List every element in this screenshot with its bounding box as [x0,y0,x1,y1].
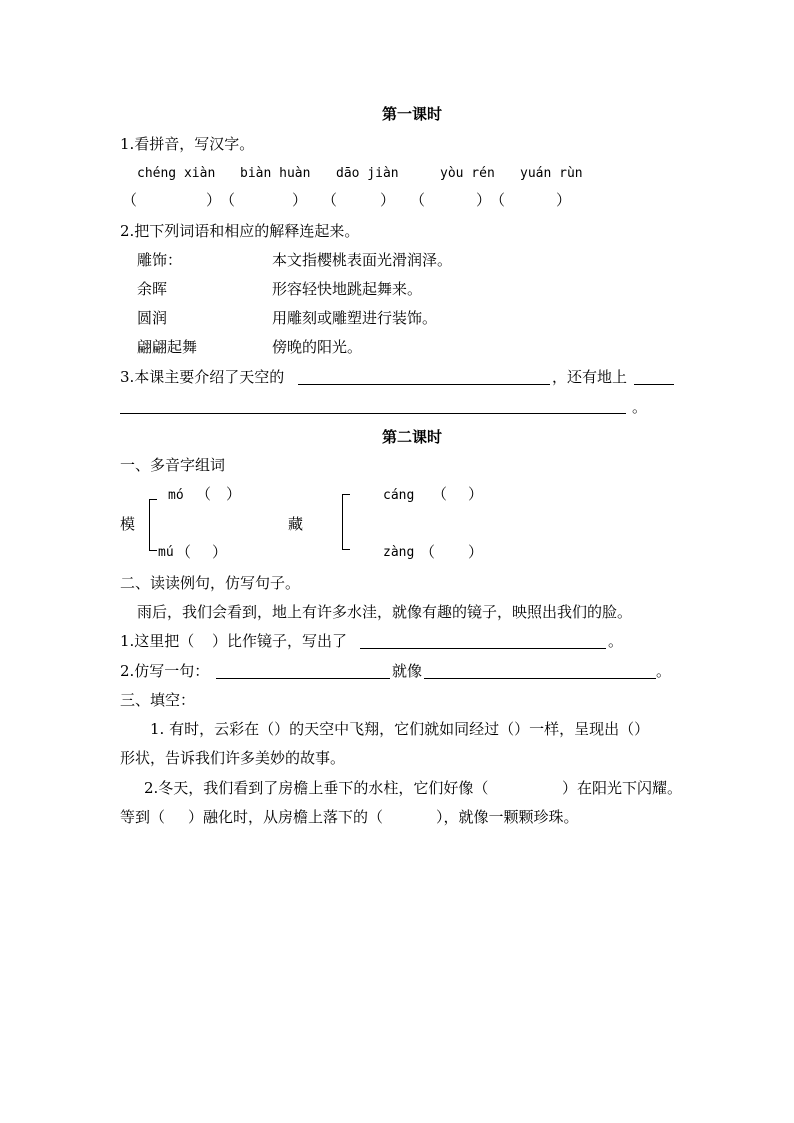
q3-prefix: 3.本课主要介绍了天空的 [120,368,285,386]
pinyin-3: dāo jiàn [336,166,399,181]
polyphone-char-cang: 藏 [288,515,304,533]
answer-paren-close-4: ） [476,191,492,209]
s3-p2-line1-b: ）在阳光下闪耀。 [562,779,683,797]
q3-blank-1[interactable] [298,384,550,385]
answer-paren-open-2: （ [220,191,236,209]
meaning-1: 本文指樱桃表面光滑润泽。 [272,251,453,269]
meaning-3: 用雕刻或雕塑进行装饰。 [272,309,438,327]
q2-heading: 2.把下列词语和相应的解释连起来。 [120,222,360,240]
lesson1-title: 第一课时 [382,105,443,123]
meaning-4: 傍晚的阳光。 [272,338,363,356]
q3-end: 。 [632,398,648,416]
s3-p2-line2-b: ）融化时，从房檐上落下的（ [188,808,384,826]
s3-heading: 三、填空： [120,691,196,709]
paren-close-cang-top: ） [468,485,484,503]
s2-q2-blank-1[interactable] [216,678,390,679]
pinyin-2: biàn huàn [240,166,311,181]
s1-heading: 一、多音字组词 [120,456,226,474]
s2-q1-end: 。 [608,632,624,650]
q3-blank-3[interactable] [120,413,626,414]
answer-paren-close-3: ） [380,191,396,209]
pinyin-mo-top: mó [168,488,184,503]
pinyin-cang-top: cáng [383,488,415,503]
s2-q2-b: 就像 [392,662,423,680]
s2-q1-blank[interactable] [360,648,606,649]
paren-open-cang-top: （ [432,485,448,503]
answer-paren-open-3: （ [322,191,338,209]
s2-q2-a: 2.仿写一句： [120,662,210,680]
s2-q2-blank-2[interactable] [424,678,656,679]
s3-p2-line1-a: 2.冬天，我们看到了房檐上垂下的水柱，它们好像（ [144,779,489,797]
s3-p2-line2-a: 等到（ [120,808,166,826]
s2-q1-b: ）比作镜子，写出了 [212,632,348,650]
pinyin-4: yòu rén [440,166,495,181]
brace-mo [149,499,157,551]
s2-q1-a: 1.这里把（ [120,632,195,650]
paren-close-cang-bottom: ） [468,543,484,561]
polyphone-char-mo: 模 [120,515,136,533]
q3-blank-2[interactable] [634,384,674,385]
paren-open-mo-top: （ [196,485,212,503]
paren-open-cang-bottom: （ [420,543,436,561]
q3-middle: ，还有地上 [552,368,628,386]
pinyin-mo-bottom: mú [158,545,174,560]
s2-q2-end: 。 [656,662,672,680]
s3-p1-line1: 1. 有时，云彩在（）的天空中飞翔，它们就如同经过（）一样，呈现出（） [150,720,650,738]
pinyin-cang-bottom: zàng [383,545,415,560]
answer-paren-close-5: ） [556,191,572,209]
pinyin-1: chéng xiàn [137,166,216,181]
s3-p1-line2: 形状，告诉我们许多美妙的故事。 [120,749,346,767]
paren-close-mo-bottom: ） [212,543,228,561]
answer-paren-close-2: ） [292,191,308,209]
answer-paren-open-1: （ [122,191,138,209]
answer-paren-open-5: （ [490,191,506,209]
answer-paren-open-4: （ [410,191,426,209]
pinyin-5: yuán rùn [520,166,583,181]
brace-cang [342,494,350,550]
word-1: 雕饰： [137,251,183,269]
s3-p2-line2-c: ），就像一颗颗珍珠。 [436,808,579,826]
answer-paren-close-1: ） [206,191,222,209]
s2-example: 雨后，我们会看到，地上有许多水洼，就像有趣的镜子，映照出我们的脸。 [137,603,633,621]
word-2: 余晖 [137,280,168,298]
paren-close-mo-top: ） [226,485,242,503]
paren-open-mo-bottom: （ [176,543,192,561]
lesson2-title: 第二课时 [382,428,443,446]
word-4: 翩翩起舞 [137,338,198,356]
meaning-2: 形容轻快地跳起舞来。 [272,280,423,298]
q1-heading: 1.看拼音，写汉字。 [120,135,255,153]
s2-heading: 二、读读例句，仿写句子。 [120,574,301,592]
word-3: 圆润 [137,309,168,327]
